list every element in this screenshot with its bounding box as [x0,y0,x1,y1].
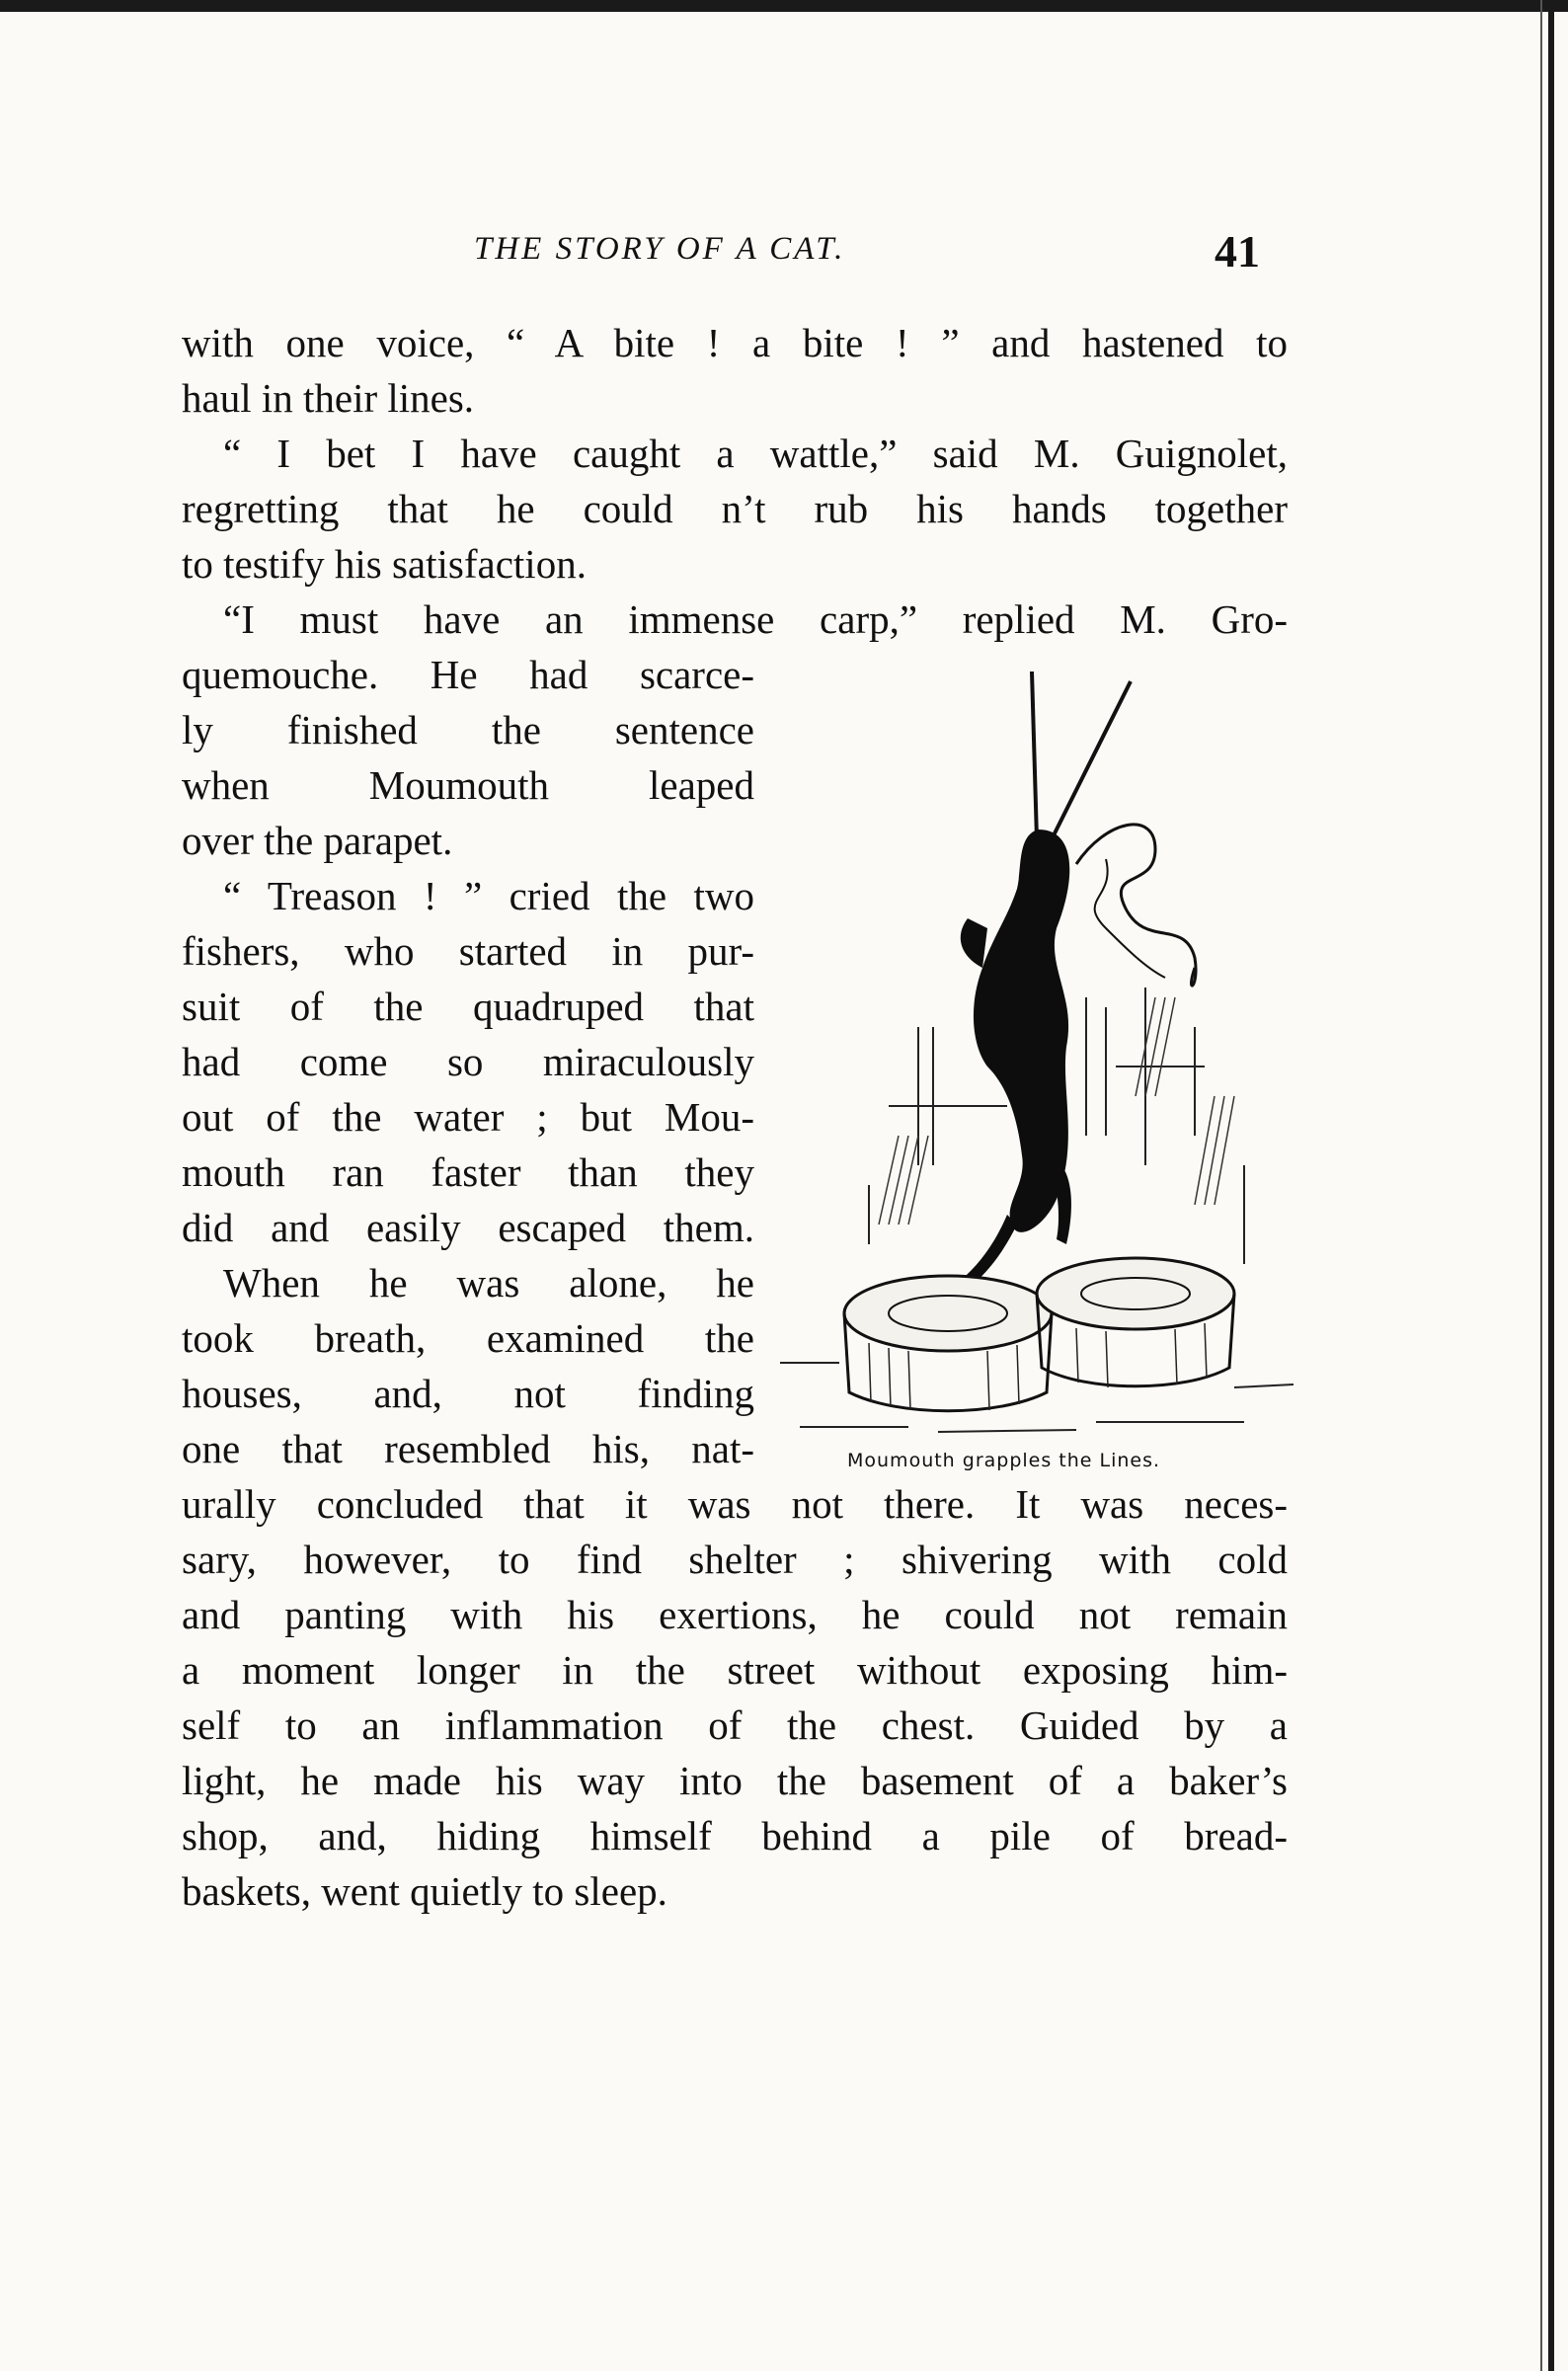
text-line: “ Treason ! ” cried the two [223,873,754,918]
text-line: fishers, who started in pur- [182,928,754,974]
text-line: had come so miraculously [182,1039,754,1084]
right-page-edge [1548,0,1554,2371]
text-line: to testify his satisfaction. [182,541,587,587]
loose-line [1076,825,1196,986]
text-line: did and easily escaped them. [182,1205,754,1250]
text-line: sary, however, to find shelter ; shivering with cold [182,1537,1288,1582]
stump-left [844,1276,1052,1351]
text-line: baskets, went quietly to sleep. [182,1868,667,1914]
text-line: out of the water ; but Mou- [182,1094,754,1140]
fishing-line-right [1052,681,1131,839]
text-line: a moment longer in the street without exposing him- [182,1647,1288,1693]
text-line: and panting with his exertions, he could not remain [182,1592,1288,1637]
text-line: “ I bet I have caught a wattle,” said M. Guignolet, [223,431,1288,476]
text-line: When he was alone, he [223,1260,754,1305]
text-line: suit of the quadruped that [182,984,754,1029]
text-line: ly finished the sentence [182,707,754,752]
text-line: took breath, examined the [182,1315,754,1361]
stump-right [1037,1258,1234,1329]
fishing-line-left [1032,672,1037,839]
text-line: mouth ran faster than they [182,1149,754,1195]
text-line: houses, and, not finding [182,1371,754,1416]
running-title: THE STORY OF A CAT. [474,231,846,267]
page-edge-line [1540,0,1542,2371]
text-line: when Moumouth leaped [182,762,754,808]
text-line: urally concluded that it was not there. It was neces- [182,1481,1288,1527]
cat-illustration [780,672,1294,1452]
text-line: self to an inflammation of the chest. Guided by a [182,1702,1288,1748]
text-line: regretting that he could n’t rub his hands together [182,486,1288,531]
figure-caption: Moumouth grapples the Lines. [847,1450,1161,1471]
text-line: light, he made his way into the basement of a baker’s [182,1758,1288,1803]
text-line: with one voice, “ A bite ! a bite ! ” and hastened to [182,320,1288,365]
top-page-edge [0,0,1568,12]
text-line: over the parapet. [182,818,453,863]
text-line: haul in their lines. [182,375,475,421]
text-line: quemouche. He had scarce- [182,652,754,697]
page-number: 41 [1215,226,1260,277]
text-line: shop, and, hiding himself behind a pile of bread- [182,1813,1288,1858]
text-line: “I must have an immense carp,” replied M. Gro- [223,596,1288,642]
text-line: one that resembled his, nat- [182,1426,754,1471]
